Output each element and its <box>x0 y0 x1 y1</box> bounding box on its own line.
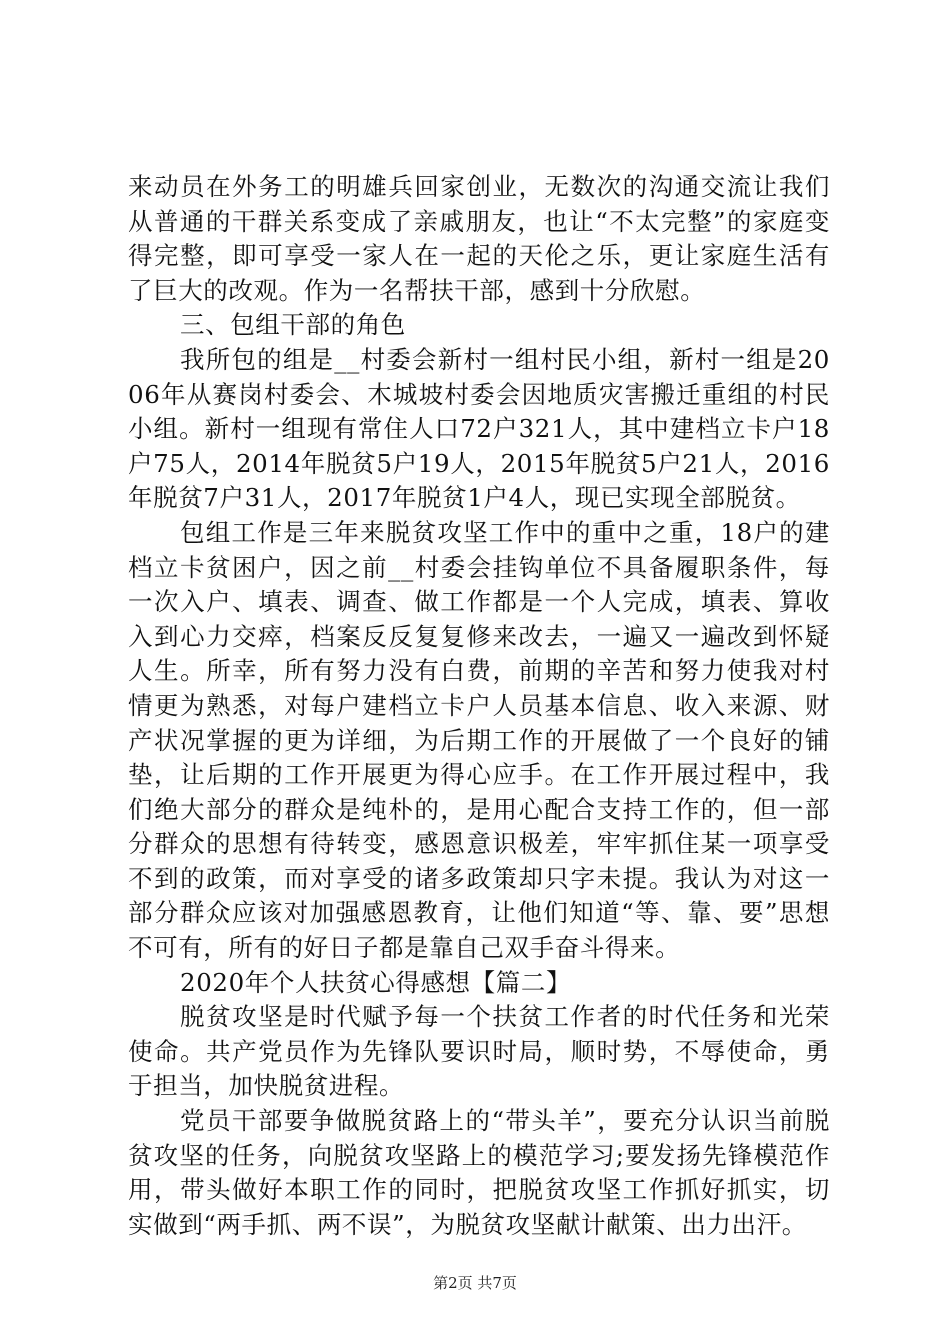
paragraph-party-members: 党员干部要争做脱贫路上的“带头羊”，要充分认识当前脱贫攻坚的任务，向脱贫攻坚路上的模范学习;要发扬先锋模范作用，带头做好本职工作的同时，把脱贫攻坚工作抓好抓实，切实做到“两手抓、两不误”，为脱贫攻坚献计献策、出力出汗。 <box>128 1106 830 1239</box>
document-body <box>128 170 830 1242</box>
paragraph-group-intro: 我所包的组是__村委会新村一组村民小组，新村一组是2006年从赛岗村委会、木城坡村委会因地质灾害搬迁重组的村民小组。新村一组现有常住人口72户321人，其中建档立卡户18户75人，2014年脱贫5户19人，2015年脱贫5户21人，2016年脱贫7户31人，2017年脱贫1户4人，现已实现全部脱贫。 <box>128 344 830 513</box>
paragraph-mission: 脱贫攻坚是时代赋予每一个扶贫工作者的时代任务和光荣使命。共产党员作为先锋队要识时局，顺时势，不辱使命，勇于担当，加快脱贫进程。 <box>128 1002 830 1101</box>
paragraph-group-work: 包组工作是三年来脱贫攻坚工作中的重中之重，18户的建档立卡贫困户，因之前__村委会挂钩单位不具备履职条件，每一次入户、填表、调查、做工作都是一个人完成，填表、算收入到心力交瘁，档案反反复复修来改去，一遍又一遍改到怀疑人生。所幸，所有努力没有白费，前期的辛苦和努力使我对村情更为熟悉，对每户建档立卡户人员基本信息、收入来源、财产状况掌握的更为详细，为后期工作的开展做了一个良好的铺垫，让后期的工作开展更为得心应手。在工作开展过程中，我们绝大部分的群众是纯朴的，是用心配合支持工作的，但一部分群众的思想有待转变，感恩意识极差，牢牢抓住某一项享受不到的政策，而对享受的诸多政策却只字未提。我认为对这一部分群众应该对加强感恩教育，让他们知道“等、靠、要”思想不可有，所有的好日子都是靠自己双手奋斗得来。 <box>128 517 830 963</box>
article-heading-part-2: 2020年个人扶贫心得感想【篇二】 <box>180 967 572 997</box>
section-heading-3: 三、包组干部的角色 <box>180 310 406 340</box>
page-footer: 第2页 共7页 <box>433 1274 517 1292</box>
paragraph-continuation: 来动员在外务工的明雄兵回家创业，无数次的沟通交流让我们从普通的干群关系变成了亲戚朋友，也让“不太完整”的家庭变得完整，即可享受一家人在一起的天伦之乐，更让家庭生活有了巨大的改观。作为一名帮扶干部，感到十分欣慰。 <box>128 172 830 305</box>
